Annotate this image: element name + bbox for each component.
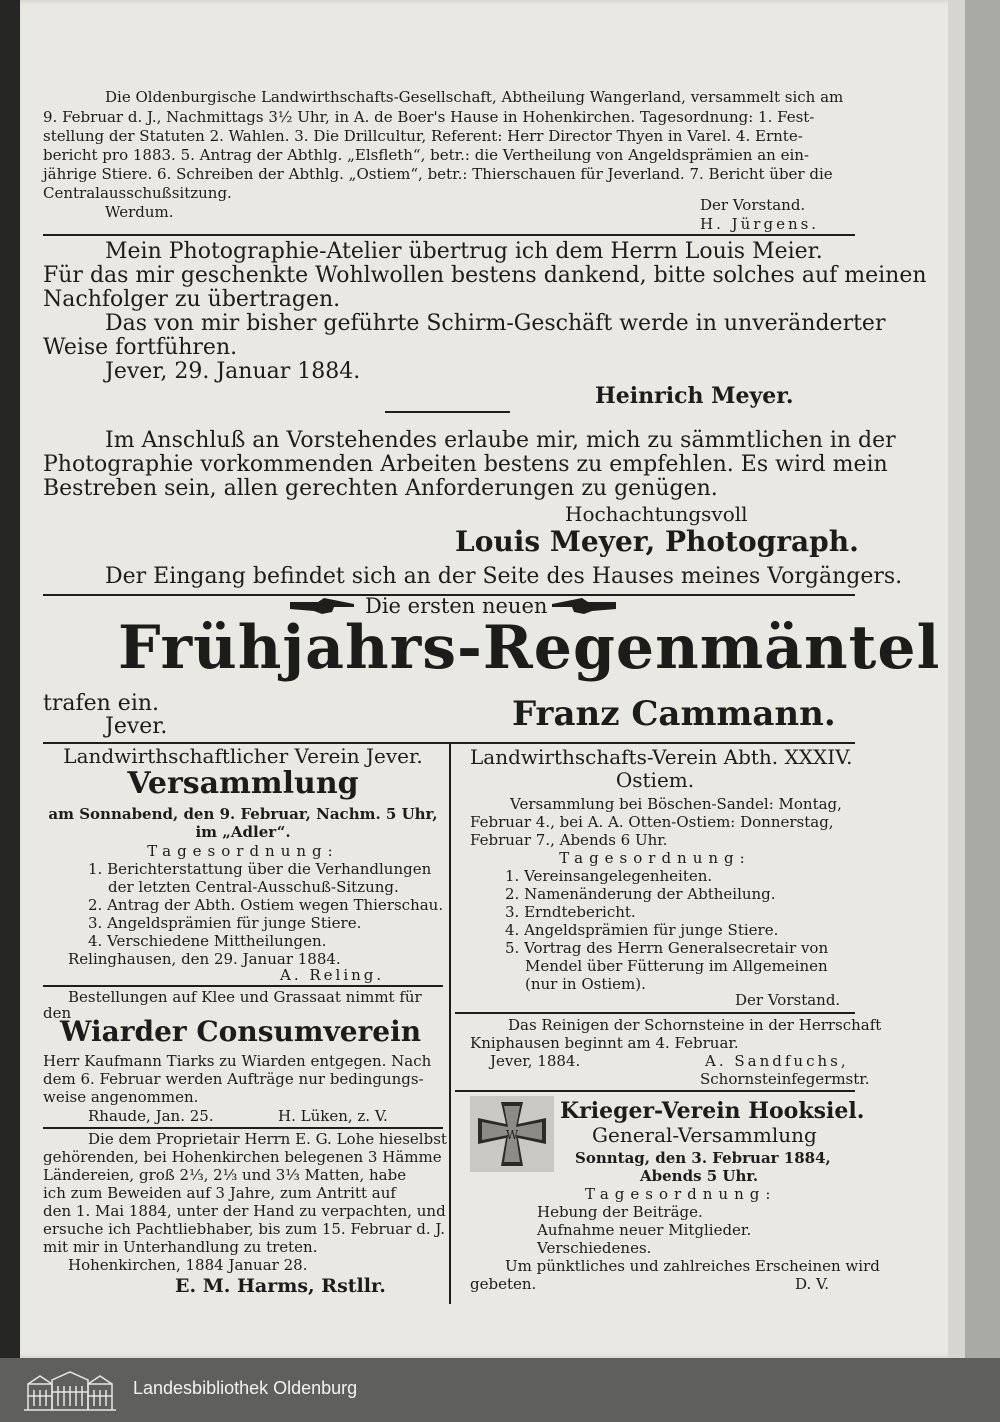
ad9-line1: Um pünktliches und zahlreiches Erscheinen wird <box>505 1257 880 1275</box>
ad2-line3: Nachfolger zu übertragen. <box>43 287 341 312</box>
ad2-line7: Photographie vorkommenden Arbeiten bestens zu empfehlen. Es wird mein <box>43 452 888 477</box>
page-edge-shadow <box>965 0 1000 1358</box>
ad7-signature: Der Vorstand. <box>735 991 841 1009</box>
ad9-time: Abends 5 Uhr. <box>640 1167 759 1185</box>
page-edge-light <box>948 0 966 1358</box>
ad7-item-5b: Mendel über Fütterung im Allgemeinen <box>525 957 828 975</box>
ad1-line2: 9. Februar d. J., Nachmittags 3½ Uhr, in A. de Boer's Hause in Hohenkirchen. Tagesordnung: 1. Fest- <box>43 108 815 126</box>
ad1-line1: Die Oldenburgische Landwirthschafts-Gesellschaft, Abtheilung Wangerland, versammelt sich am <box>105 88 844 106</box>
column-divider <box>449 744 451 1304</box>
ad4-item-1b: der letzten Central-Ausschuß-Sitzung. <box>108 878 399 896</box>
divider-rule <box>43 234 855 236</box>
ad5-line4: dem 6. Februar werden Aufträge nur bedingungs- <box>43 1070 424 1088</box>
ad6-line3: Ländereien, groß 2⅓, 2⅓ und 3⅓ Matten, habe <box>43 1166 407 1184</box>
ad4-agenda-title: Tagesordnung: <box>147 842 339 860</box>
divider-rule <box>43 985 443 987</box>
ad4-when: am Sonnabend, den 9. Februar, Nachm. 5 Uhr, <box>48 805 438 823</box>
ad9-headline: General-Versammlung <box>592 1123 817 1147</box>
ad4-item-2: 2. Antrag der Abth. Ostiem wegen Thierschau. <box>88 896 444 914</box>
library-footer <box>0 1358 1000 1422</box>
ad9-signature: D. V. <box>795 1275 830 1293</box>
ad4-signature: A. Reling. <box>280 966 385 984</box>
divider-rule <box>455 1090 855 1092</box>
ad7-item-5a: 5. Vortrag des Herrn Generalsecretair von <box>505 939 829 957</box>
ad2-line6: Im Anschluß an Vorstehendes erlaube mir, mich zu sämmtlichen in der <box>105 428 896 453</box>
ad5-line1: Bestellungen auf Klee und Grassaat nimmt für <box>68 988 422 1006</box>
ad7-line1: Versammlung bei Böschen-Sandel: Montag, <box>510 795 842 813</box>
ad7-item-1: 1. Vereinsangelegenheiten. <box>505 867 713 885</box>
ad9-when: Sonntag, den 3. Februar 1884, <box>575 1149 831 1167</box>
ad3-intro: Die ersten neuen <box>365 594 548 618</box>
ad1-signature-2: H. Jürgens. <box>700 215 820 233</box>
ad6-line2: gehörenden, bei Hohenkirchen belegenen 3 Hämme <box>43 1148 442 1166</box>
ad5-headline: Wiarder Consumverein <box>60 1015 422 1048</box>
ad2-line2: Für das mir geschenkte Wohlwollen bestens dankend, bitte solches auf meinen <box>43 263 927 288</box>
ad9-item-1: Hebung der Beiträge. <box>537 1203 703 1221</box>
ad3-place: Jever. <box>105 714 168 739</box>
ad7-line3: Februar 7., Abends 6 Uhr. <box>470 831 668 849</box>
ad6-line4: ich zum Beweiden auf 3 Jahre, zum Antritt auf <box>43 1184 396 1202</box>
ad9-item-3: Verschiedenes. <box>537 1239 652 1257</box>
ad7-item-5c: (nur in Ostiem). <box>525 975 646 993</box>
ad5-place: Rhaude, Jan. 25. <box>88 1107 214 1125</box>
ad5-signature: H. Lüken, z. V. <box>278 1107 388 1125</box>
ad7-subtitle: Ostiem. <box>615 768 695 792</box>
ad1-line5: jährige Stiere. 6. Schreiben der Abthlg. „Ostiem“, betr.: Thierschauen für Jeverland. 7. Bericht über die <box>43 165 833 183</box>
ad1-line3: stellung der Statuten 2. Wahlen. 3. Die Drillcultur, Referent: Herr Director Thyen in Varel. 4. Ernte- <box>43 127 803 145</box>
ad4-headline: Versammlung <box>127 766 359 801</box>
ad2-line5: Weise fortführen. <box>43 335 238 360</box>
ad6-line7: mit mir in Unterhandlung zu treten. <box>43 1238 318 1256</box>
scan-dark-edge <box>0 0 20 1422</box>
ad7-line2: Februar 4., bei A. A. Otten-Ostiem: Donnerstag, <box>470 813 834 831</box>
ad6-line5: den 1. Mai 1884, unter der Hand zu verpachten, und <box>43 1202 446 1220</box>
ad4-date: Relinghausen, den 29. Januar 1884. <box>68 950 341 968</box>
ad6-date: Hohenkirchen, 1884 Januar 28. <box>68 1256 308 1274</box>
short-rule <box>385 411 510 413</box>
ad9-line2: gebeten. <box>470 1275 537 1293</box>
ad4-title: Landwirthschaftlicher Verein Jever. <box>63 744 423 768</box>
ad8-line2: Kniphausen beginnt am 4. Februar. <box>470 1034 739 1052</box>
ad1-line6: Centralausschußsitzung. <box>43 184 232 202</box>
ad5-line5: weise angenommen. <box>43 1088 199 1106</box>
ad4-where: im „Adler“. <box>195 823 291 841</box>
ad3-arrived: trafen ein. <box>43 691 160 716</box>
ad8-signature-1: A. Sandfuchs, <box>705 1052 849 1070</box>
ad2-greeting: Hochachtungsvoll <box>565 502 748 526</box>
ad8-signature-2: Schornsteinfegermstr. <box>700 1070 870 1088</box>
divider-rule <box>43 1127 443 1129</box>
ad2-line9: Der Eingang befindet sich an der Seite des Hauses meines Vorgängers. <box>105 564 903 589</box>
ad1-place: Werdum. <box>105 203 174 221</box>
ad2-line1: Mein Photographie-Atelier übertrug ich dem Herrn Louis Meier. <box>105 239 823 264</box>
ad5-line3: Herr Kaufmann Tiarks zu Wiarden entgegen. Nach <box>43 1052 432 1070</box>
ad8-date: Jever, 1884. <box>490 1052 581 1070</box>
ad1-signature-1: Der Vorstand. <box>700 196 806 214</box>
ad9-title: Krieger-Verein Hooksiel. <box>560 1098 865 1124</box>
ad3-headline: Frühjahrs-Regenmäntel <box>118 613 941 683</box>
ad7-item-3: 3. Erndtebericht. <box>505 903 636 921</box>
ad1-line4: bericht pro 1883. 5. Antrag der Abthlg. „Elsfleth“, betr.: die Vertheilung von Angeldsprämien an ein- <box>43 146 809 164</box>
ad9-agenda-title: Tagesordnung: <box>585 1185 777 1203</box>
ad7-item-2: 2. Namenänderung der Abtheilung. <box>505 885 776 903</box>
ad4-item-1a: 1. Berichterstattung über die Verhandlungen <box>88 860 432 878</box>
ad9-item-2: Aufnahme neuer Mitglieder. <box>537 1221 752 1239</box>
ad2-date: Jever, 29. Januar 1884. <box>105 359 361 384</box>
ad4-item-4: 4. Verschiedene Mittheilungen. <box>88 932 327 950</box>
ad6-line6: ersuche ich Pachtliebhaber, bis zum 15. Februar d. J. <box>43 1220 445 1238</box>
ad2-line8: Bestreben sein, allen gerechten Anforderungen zu genügen. <box>43 476 718 501</box>
cross-letter: W <box>505 1128 519 1142</box>
divider-rule <box>455 1012 855 1014</box>
ad6-line1: Die dem Proprietair Herrn E. G. Lohe hieselbst <box>88 1130 447 1148</box>
ad4-item-3: 3. Angeldsprämien für junge Stiere. <box>88 914 362 932</box>
iron-cross-icon <box>470 1096 554 1172</box>
ad8-line1: Das Reinigen der Schornsteine in der Herrschaft <box>508 1016 882 1034</box>
ad2-signature-2: Louis Meyer, Photograph. <box>455 525 859 558</box>
ad2-signature: Heinrich Meyer. <box>595 383 794 409</box>
ad3-signature: Franz Cammann. <box>512 694 836 734</box>
ad6-signature: E. M. Harms, Rstllr. <box>175 1275 386 1297</box>
ad7-item-4: 4. Angeldsprämien für junge Stiere. <box>505 921 779 939</box>
ad7-title: Landwirthschafts-Verein Abth. XXXIV. <box>470 745 853 769</box>
library-name: Landesbibliothek Oldenburg <box>133 1378 358 1398</box>
library-building-icon <box>22 1370 118 1412</box>
ad5-line2: den <box>43 1004 72 1022</box>
ad2-line4: Das von mir bisher geführte Schirm-Geschäft werde in unveränderter <box>105 311 886 336</box>
ad7-agenda-title: Tagesordnung: <box>559 849 751 867</box>
